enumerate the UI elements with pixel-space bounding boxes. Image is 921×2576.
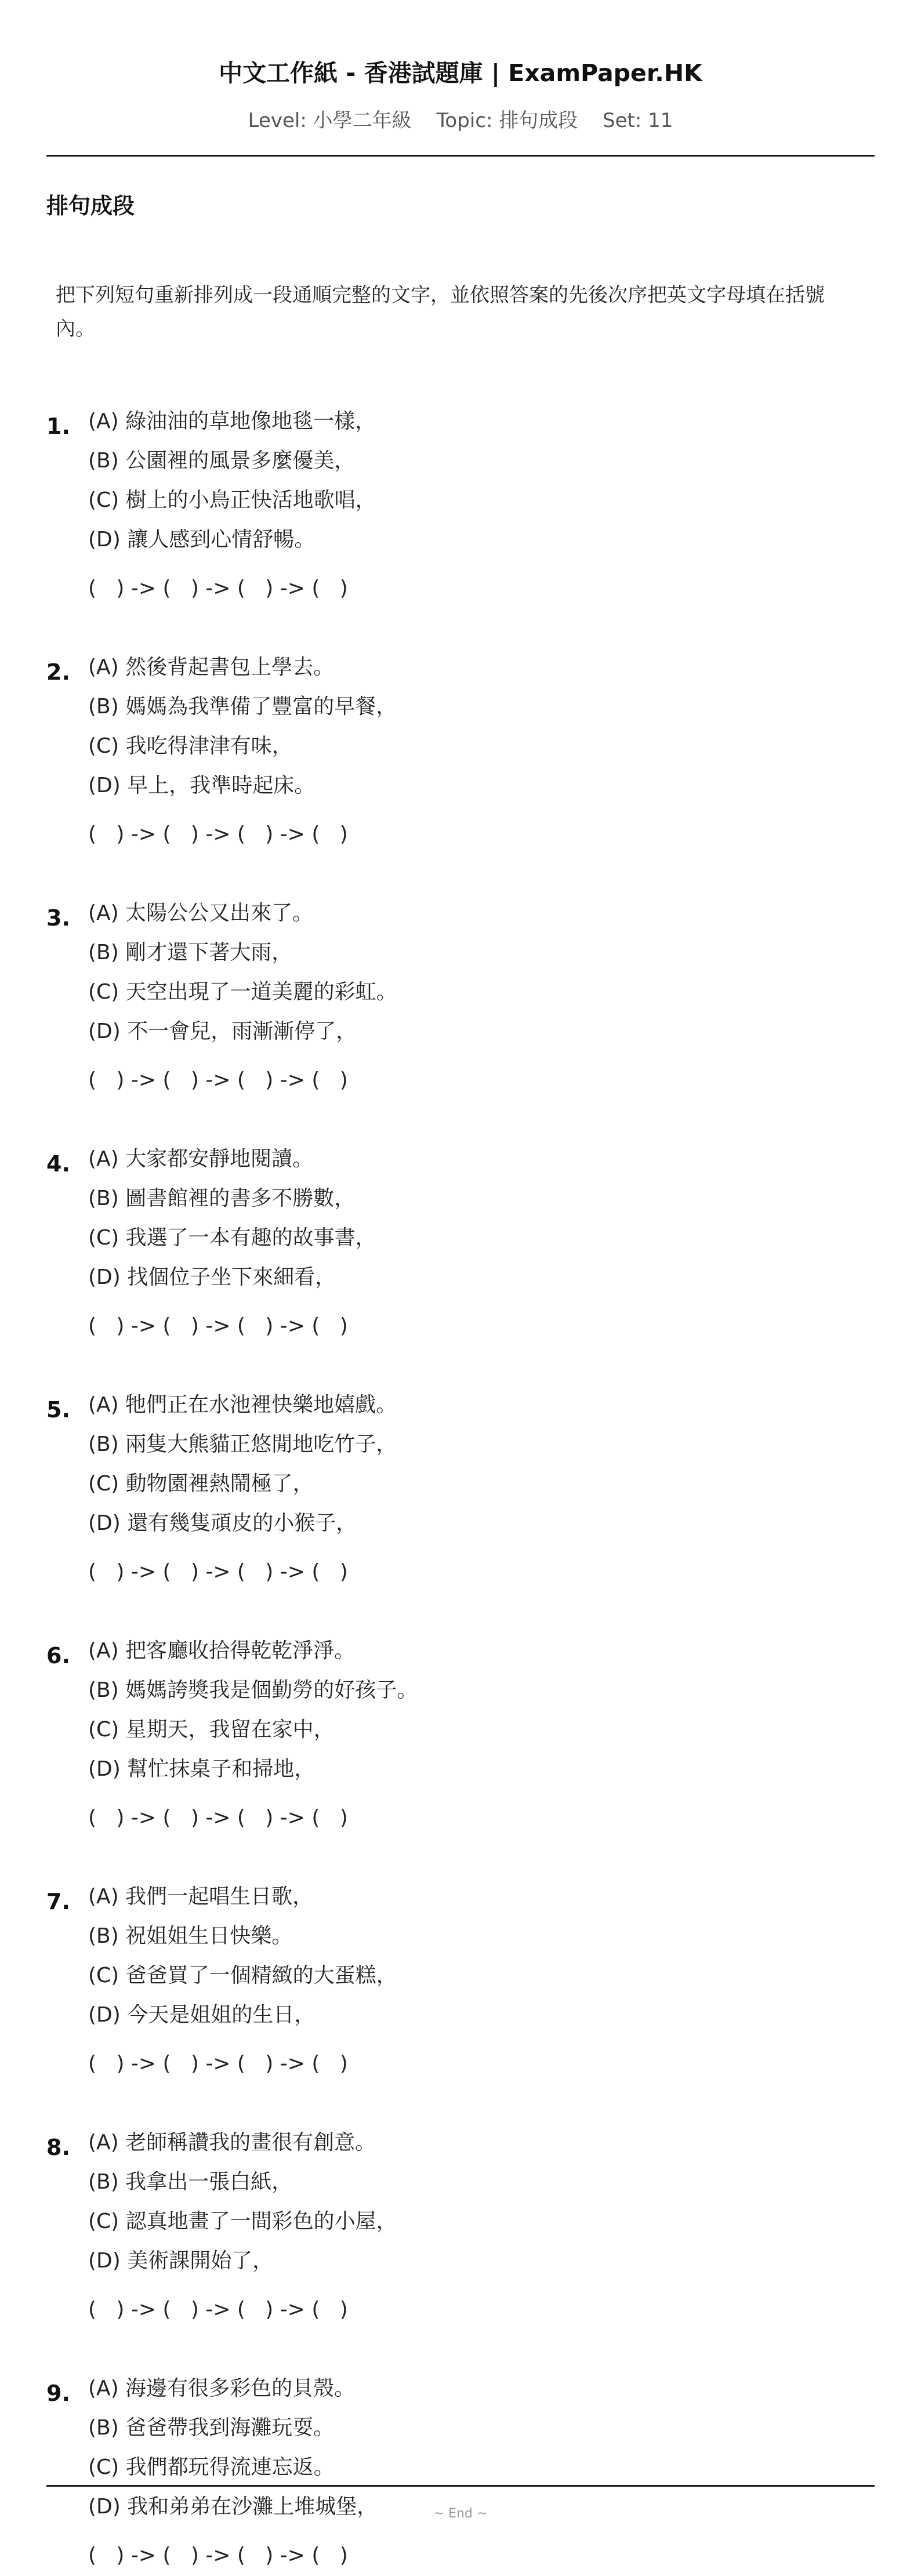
question-number: 6. — [46, 1643, 70, 1668]
question-option: (B) 我拿出一張白紙， — [88, 2170, 293, 2194]
question-item — [46, 1144, 858, 1376]
question-option: (A) 我們一起唱生日歌， — [88, 1885, 314, 1909]
question-item — [46, 1881, 858, 2113]
footer-divider — [46, 2485, 875, 2487]
question-option: (D) 找個位子坐下來細看， — [88, 1265, 336, 1289]
question-number: 8. — [46, 2135, 70, 2160]
question-item — [46, 898, 858, 1130]
answer-blanks[interactable]: ( ) -> ( ) -> ( ) -> ( ) — [88, 2544, 348, 2567]
question-option: (A) 老師稱讚我的畫很有創意。 — [88, 2131, 376, 2154]
question-option: (D) 不一會兒，雨漸漸停了， — [88, 1019, 357, 1043]
answer-blanks[interactable]: ( ) -> ( ) -> ( ) -> ( ) — [88, 1314, 348, 1338]
question-option: (A) 綠油油的草地像地毯一樣， — [88, 409, 376, 433]
question-option: (B) 爸爸帶我到海灘玩耍。 — [88, 2416, 335, 2440]
page-header — [46, 0, 875, 157]
question-option: (C) 天空出現了一道美麗的彩虹。 — [88, 980, 397, 1004]
question-option: (D) 我和弟弟在沙灘上堆城堡， — [88, 2495, 378, 2519]
question-item — [46, 1635, 858, 1867]
set-label: Set: 11 — [603, 109, 673, 132]
topic-label: Topic: 排句成段 — [436, 109, 578, 132]
footer-text: ~ End ~ — [433, 2506, 488, 2521]
answer-blanks[interactable]: ( ) -> ( ) -> ( ) -> ( ) — [88, 2052, 348, 2076]
question-option: (A) 太陽公公又出來了。 — [88, 901, 314, 925]
question-option: (C) 動物園裡熱鬧極了， — [88, 1472, 314, 1496]
question-option: (B) 祝姐姐生日快樂。 — [88, 1924, 293, 1948]
question-option: (A) 牠們正在水池裡快樂地嬉戲。 — [88, 1393, 397, 1417]
question-option: (D) 讓人感到心情舒暢。 — [88, 528, 316, 552]
question-option: (C) 樹上的小鳥正快活地歌唱， — [88, 488, 376, 512]
question-option: (B) 媽媽為我準備了豐富的早餐， — [88, 695, 397, 719]
question-option: (D) 幫忙抹桌子和掃地， — [88, 1757, 316, 1781]
question-number: 7. — [46, 1889, 70, 1914]
question-option: (C) 我吃得津津有味， — [88, 734, 293, 758]
question-option: (B) 公園裡的風景多麼優美， — [88, 449, 356, 473]
question-option: (D) 還有幾隻頑皮的小猴子， — [88, 1511, 357, 1535]
answer-blanks[interactable]: ( ) -> ( ) -> ( ) -> ( ) — [88, 1068, 348, 1092]
question-number: 1. — [46, 413, 70, 439]
answer-blanks[interactable]: ( ) -> ( ) -> ( ) -> ( ) — [88, 2298, 348, 2321]
question-option: (C) 認真地畫了一間彩色的小屋， — [88, 2209, 397, 2233]
question-option: (B) 媽媽誇獎我是個勤勞的好孩子。 — [88, 1678, 418, 1702]
answer-blanks[interactable]: ( ) -> ( ) -> ( ) -> ( ) — [88, 1806, 348, 1830]
level-label: Level: 小學二年級 — [248, 109, 412, 132]
question-item — [46, 406, 858, 638]
question-option: (A) 海邊有很多彩色的貝殼。 — [88, 2377, 356, 2400]
question-option: (A) 大家都安靜地閱讀。 — [88, 1147, 314, 1171]
answer-blanks[interactable]: ( ) -> ( ) -> ( ) -> ( ) — [88, 822, 348, 846]
answer-blanks[interactable]: ( ) -> ( ) -> ( ) -> ( ) — [88, 576, 348, 600]
question-option: (C) 星期天，我留在家中， — [88, 1718, 335, 1741]
question-option: (D) 早上，我準時起床。 — [88, 774, 316, 797]
question-number: 3. — [46, 905, 70, 931]
question-item — [46, 652, 858, 884]
question-option: (B) 剛才還下著大雨， — [88, 941, 293, 964]
question-item — [46, 2373, 858, 2576]
instructions: 把下列短句重新排列成一段通順完整的文字，並依照答案的先後次序把英文字母填在括號內。 — [56, 284, 825, 340]
page-title: 中文工作紙 - 香港試題庫 | ExamPaper.HK — [219, 59, 702, 87]
answer-blanks[interactable]: ( ) -> ( ) -> ( ) -> ( ) — [88, 1560, 348, 1584]
question-number: 4. — [46, 1151, 70, 1177]
question-option: (C) 我選了一本有趣的故事書， — [88, 1226, 376, 1250]
question-option: (B) 圖書館裡的書多不勝數， — [88, 1187, 356, 1210]
question-item — [46, 2127, 858, 2359]
question-option: (D) 美術課開始了， — [88, 2249, 274, 2273]
question-number: 5. — [46, 1397, 70, 1423]
question-option: (A) 把客廳收拾得乾乾淨淨。 — [88, 1639, 356, 1663]
question-option: (C) 我們都玩得流連忘返。 — [88, 2455, 335, 2479]
question-option: (C) 爸爸買了一個精緻的大蛋糕， — [88, 1964, 397, 1987]
question-number: 9. — [46, 2381, 70, 2406]
section-title: 排句成段 — [46, 193, 135, 219]
question-option: (B) 兩隻大熊貓正悠閒地吃竹子， — [88, 1432, 397, 1456]
question-number: 2. — [46, 659, 70, 685]
question-item — [46, 1389, 858, 1621]
question-option: (D) 今天是姐姐的生日， — [88, 2003, 316, 2027]
question-option: (A) 然後背起書包上學去。 — [88, 655, 335, 679]
page-subtitle — [46, 108, 875, 133]
